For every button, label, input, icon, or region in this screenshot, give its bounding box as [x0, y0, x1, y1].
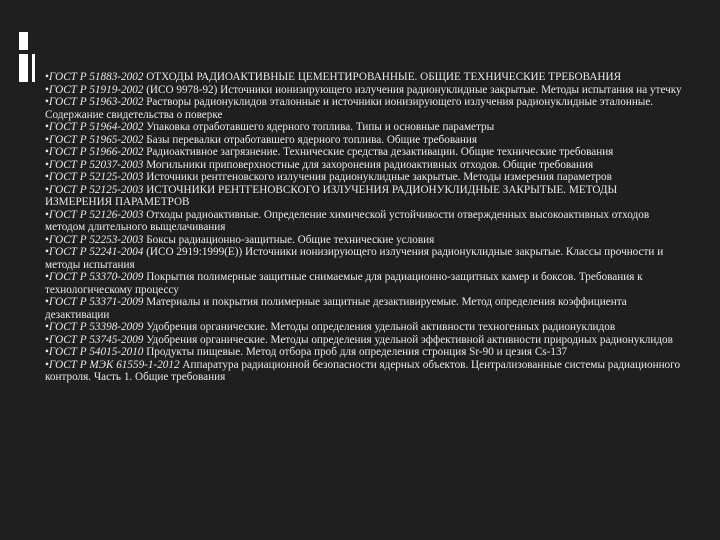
standard-code: ГОСТ Р 51964-2002	[48, 121, 144, 133]
standard-code: ГОСТ Р 52125-2003	[48, 183, 144, 196]
standard-title: Источники рентгеновского излучения радионуклидные закрытые. Методы измерения параметров	[143, 171, 612, 183]
standard-code: ГОСТ Р 52125-2003	[48, 171, 144, 183]
bullet-icon: •	[45, 358, 49, 371]
standard-item	[45, 184, 685, 209]
standards-list	[45, 71, 685, 384]
bullet-icon: •	[45, 246, 49, 258]
standard-title: Боксы радиационно-защитные. Общие технические условия	[143, 233, 435, 246]
standard-code: ГОСТ Р 52126-2003	[48, 208, 144, 221]
standard-title: Отходы радиоактивные. Определение химической устойчивости отвержденных высокоактивных отходов методом длительного выщелачивания	[45, 208, 650, 233]
bullet-icon: •	[45, 321, 49, 333]
standard-title: Радиоактивное загрязнение. Технические средства дезактивации. Общие технические требования	[143, 146, 614, 158]
bullet-icon: •	[45, 158, 49, 171]
standard-title: Растворы радионуклидов эталонные и источники ионизирующего излучения радионуклидные эталонные. Содержание свидетельства о поверке	[45, 96, 654, 121]
bullet-icon: •	[45, 208, 49, 221]
standard-item	[45, 321, 685, 334]
standard-item	[45, 296, 685, 321]
standard-code: ГОСТ Р 53371-2009	[48, 296, 144, 308]
standard-title: Базы перевалки отработавшего ядерного топлива. Общие требования	[143, 133, 478, 146]
standard-title: Материалы и покрытия полимерные защитные дезактивируемые. Метод определения коэффициента дезактивации	[45, 296, 627, 321]
standard-item	[45, 346, 685, 359]
standard-item	[45, 121, 685, 134]
bullet-icon: •	[45, 133, 49, 146]
standard-title: Удобрения органические. Методы определения удельной эффективной активности природных радионуклидов	[143, 333, 673, 346]
standard-code: ГОСТ Р 51966-2002	[48, 146, 144, 158]
standard-item	[45, 359, 685, 384]
standard-title: Могильники приповерхностные для захоронения радиоактивных отходов. Общие требования	[143, 158, 594, 171]
standard-title: Удобрения органические. Методы определения удельной активности техногенных радионуклидов	[143, 321, 616, 333]
standard-item	[45, 234, 685, 247]
standard-code: ГОСТ Р 51919-2002	[48, 83, 144, 96]
standard-code: ГОСТ Р 52241-2004	[48, 246, 144, 258]
bullet-icon: •	[45, 183, 49, 196]
bullet-icon: •	[45, 83, 49, 96]
standard-title: Упаковка отработавшего ядерного топлива. Типы и основные параметры	[143, 121, 495, 133]
standard-code: ГОСТ Р 53745-2009	[48, 333, 144, 346]
bullet-icon: •	[45, 146, 49, 158]
standard-code: ГОСТ Р 53370-2009	[48, 271, 144, 283]
standard-title: Покрытия полимерные защитные снимаемые для радиационно-защитных камер и боксов. Требования к технологическому процессу	[45, 271, 643, 296]
bullet-icon: •	[45, 96, 49, 108]
bullet-icon: •	[45, 121, 49, 133]
standard-code: ГОСТ Р МЭК 61559-1-2012	[48, 358, 180, 371]
standard-item	[45, 334, 685, 347]
standard-item	[45, 159, 685, 172]
standard-code: ГОСТ Р 51883-2002	[48, 71, 144, 83]
standard-item	[45, 209, 685, 234]
standard-title: ИСТОЧНИКИ РЕНТГЕНОВСКОГО ИЗЛУЧЕНИЯ РАДИОНУКЛИДНЫЕ ЗАКРЫТЫЕ. МЕТОДЫ ИЗМЕРЕНИЯ ПАРАМЕТРОВ	[45, 183, 618, 208]
bullet-icon: •	[45, 233, 49, 246]
accent-bar-top	[19, 32, 28, 50]
bullet-icon: •	[45, 271, 49, 283]
standard-item	[45, 146, 685, 159]
standard-title: ОТХОДЫ РАДИОАКТИВНЫЕ ЦЕМЕНТИРОВАННЫЕ. ОБЩИЕ ТЕХНИЧЕСКИЕ ТРЕБОВАНИЯ	[143, 71, 622, 83]
accent-bar-thin	[32, 54, 35, 82]
bullet-icon: •	[45, 296, 49, 308]
standard-item	[45, 84, 685, 97]
bullet-icon: •	[45, 71, 49, 83]
accent-bar-middle	[19, 54, 28, 82]
standard-item	[45, 246, 685, 271]
standard-item	[45, 171, 685, 184]
standard-item	[45, 271, 685, 296]
standard-title: Аппаратура радиационной безопасности ядерных объектов. Централизованные системы радиационного контроля. Часть 1. Общие требования	[45, 358, 681, 383]
standard-title: (ИСО 2919:1999(Е)) Источники ионизирующего излучения радионуклидные закрытые. Классы прочности и методы испытания	[45, 246, 664, 271]
standard-code: ГОСТ Р 52037-2003	[48, 158, 144, 171]
bullet-icon: •	[45, 171, 49, 183]
standard-code: ГОСТ Р 54015-2010	[48, 346, 144, 358]
bullet-icon: •	[45, 333, 49, 346]
standard-title: (ИСО 9978-92) Источники ионизирующего излучения радионуклидные закрытые. Методы испытания на утечку	[143, 83, 682, 96]
bullet-icon: •	[45, 346, 49, 358]
standard-item	[45, 96, 685, 121]
standard-item	[45, 134, 685, 147]
standard-title: Продукты пищевые. Метод отбора проб для определения стронция Sr-90 и цезия Cs-137	[143, 346, 568, 358]
standard-code: ГОСТ Р 51963-2002	[48, 96, 144, 108]
standard-code: ГОСТ Р 51965-2002	[48, 133, 144, 146]
standard-item	[45, 71, 685, 84]
standard-code: ГОСТ Р 53398-2009	[48, 321, 144, 333]
standard-code: ГОСТ Р 52253-2003	[48, 233, 144, 246]
